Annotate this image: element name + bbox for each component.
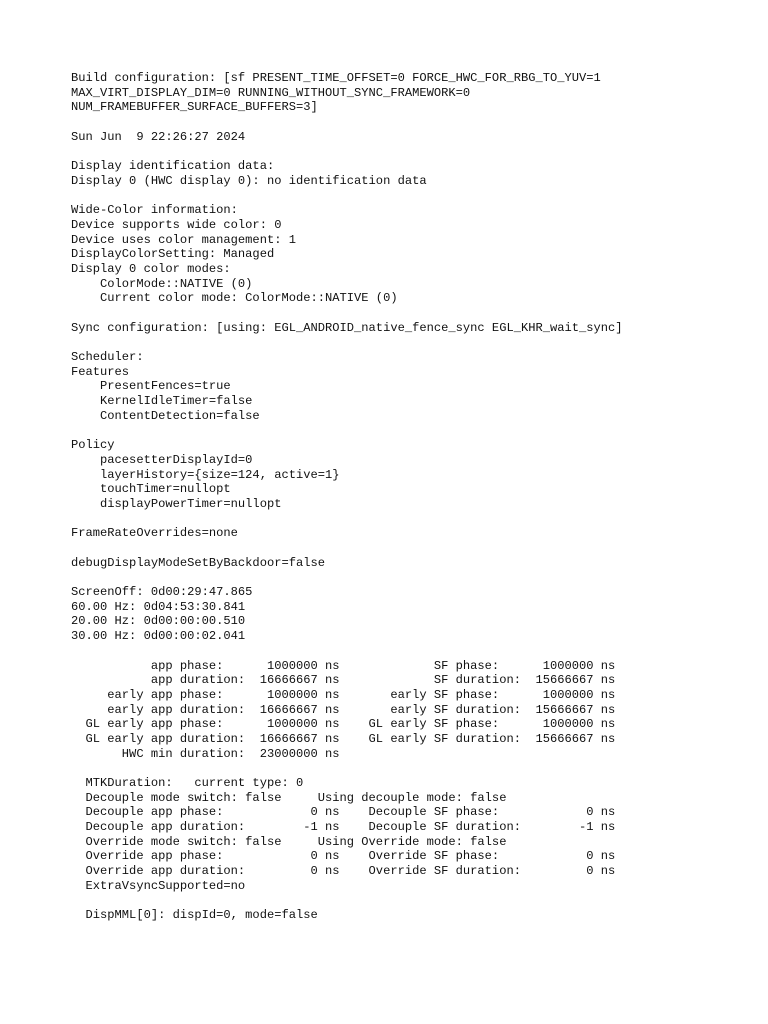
text-line: Features (71, 364, 130, 379)
text-line: Scheduler: (71, 350, 144, 365)
text-line: MAX_VIRT_DISPLAY_DIM=0 RUNNING_WITHOUT_SYNC_FRAMEWORK=0 (71, 85, 471, 100)
text-line: Display 0 color modes: (71, 261, 231, 276)
blank-line (71, 144, 761, 159)
blank-line (71, 115, 761, 130)
text-line: NUM_FRAMEBUFFER_SURFACE_BUFFERS=3] (71, 100, 318, 115)
text-line: Build configuration: [sf PRESENT_TIME_OFFSET=0 FORCE_HWC_FOR_RBG_TO_YUV=1 (71, 71, 601, 85)
text-line: KernelIdleTimer=false (71, 394, 253, 409)
text-line: Policy (71, 438, 115, 453)
text-line: debugDisplayModeSetByBackdoor=false (71, 555, 326, 570)
text-line: Display 0 (HWC display 0): no identification data (71, 173, 427, 188)
text-line: Device uses color management: 1 (71, 232, 296, 247)
text-line: Wide-Color information: (71, 203, 238, 218)
blank-line (71, 306, 761, 321)
text-line: app duration: 16666667 ns SF duration: 15666667 ns (71, 673, 616, 688)
blank-line (71, 570, 761, 585)
text-line: DispMML[0]: dispId=0, mode=false (71, 908, 318, 923)
text-line: Current color mode: ColorMode::NATIVE (0) (71, 291, 398, 306)
text-line: pacesetterDisplayId=0 (71, 452, 253, 467)
text-line: GL early app phase: 1000000 ns GL early SF phase: 1000000 ns (71, 717, 616, 732)
text-line: layerHistory={size=124, active=1} (71, 467, 340, 482)
text-line: Decouple app phase: 0 ns Decouple SF phase: 0 ns (71, 805, 616, 820)
text-line: GL early app duration: 16666667 ns GL early SF duration: 15666667 ns (71, 731, 616, 746)
text-line: touchTimer=nullopt (71, 482, 231, 497)
text-line: Decouple app duration: -1 ns Decouple SF duration: -1 ns (71, 820, 616, 835)
text-line: HWC min duration: 23000000 ns (71, 746, 340, 761)
text-line: Sync configuration: [using: EGL_ANDROID_native_fence_sync EGL_KHR_wait_sync] (71, 320, 623, 335)
text-line: Sun Jun 9 22:26:27 2024 (71, 129, 246, 144)
blank-line (71, 512, 761, 527)
blank-line (71, 189, 761, 204)
text-line: ColorMode::NATIVE (0) (71, 276, 253, 291)
text-line: Override mode switch: false Using Override mode: false (71, 834, 507, 849)
text-line: Display identification data: (71, 159, 275, 174)
text-line: ScreenOff: 0d00:29:47.865 (71, 585, 253, 600)
blank-line (71, 541, 761, 556)
blank-line (71, 761, 761, 776)
text-line: Decouple mode switch: false Using decouple mode: false (71, 790, 507, 805)
text-line: ExtraVsyncSupported=no (71, 878, 246, 893)
text-line: FrameRateOverrides=none (71, 526, 238, 541)
text-line: DisplayColorSetting: Managed (71, 247, 275, 262)
text-line: MTKDuration: current type: 0 (71, 776, 304, 790)
text-line: PresentFences=true (71, 379, 231, 394)
text-line: 20.00 Hz: 0d00:00:00.510 (71, 614, 246, 629)
text-line: 60.00 Hz: 0d04:53:30.841 (71, 599, 246, 614)
text-line: early app phase: 1000000 ns early SF phase: 1000000 ns (71, 687, 616, 702)
blank-line (71, 424, 761, 439)
blank-line (71, 644, 761, 659)
blank-line (71, 894, 761, 909)
text-line: ContentDetection=false (71, 408, 260, 423)
text-line: early app duration: 16666667 ns early SF duration: 15666667 ns (71, 702, 616, 717)
text-line: Override app duration: 0 ns Override SF duration: 0 ns (71, 864, 616, 879)
text-line: Device supports wide color: 0 (71, 217, 282, 232)
text-line: app phase: 1000000 ns SF phase: 1000000 ns (71, 658, 616, 673)
text-line: displayPowerTimer=nullopt (71, 496, 282, 511)
blank-line (71, 335, 761, 350)
dump-document (71, 71, 761, 923)
text-line: Override app phase: 0 ns Override SF phase: 0 ns (71, 849, 616, 864)
text-line: 30.00 Hz: 0d00:00:02.041 (71, 629, 246, 644)
